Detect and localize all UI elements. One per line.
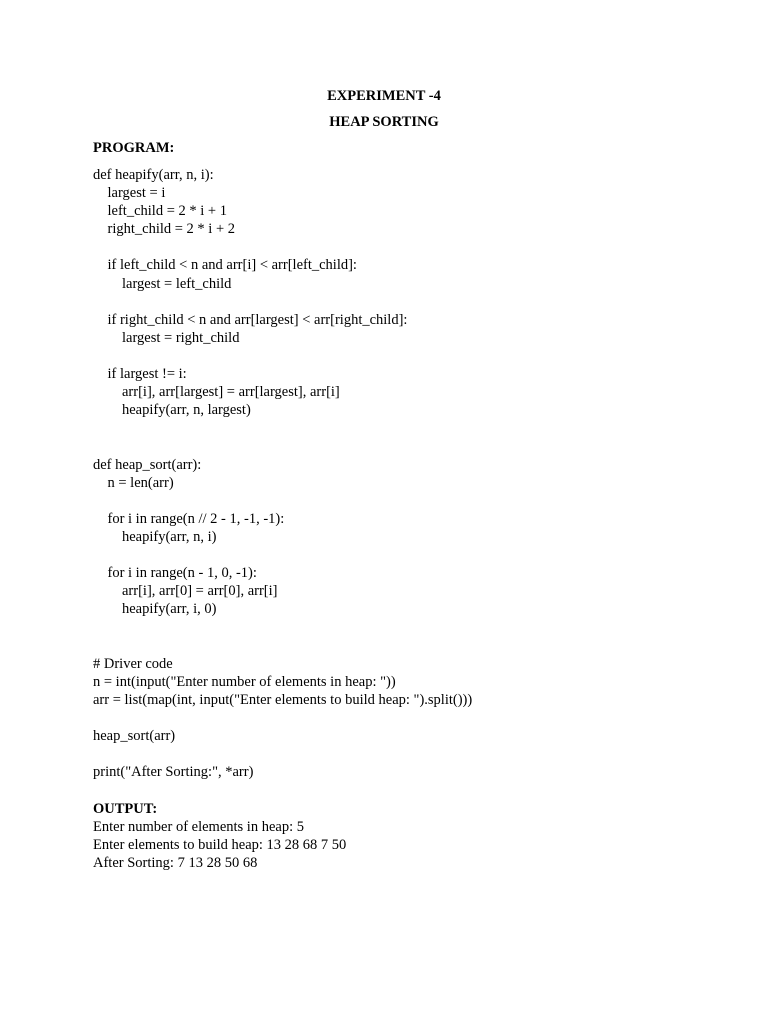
code-line: for i in range(n // 2 - 1, -1, -1):: [93, 510, 285, 527]
code-line: heap_sort(arr): [93, 727, 176, 744]
code-line: arr[i], arr[0] = arr[0], arr[i]: [93, 583, 278, 600]
program-heading: PROGRAM:: [93, 140, 175, 156]
code-line: left_child = 2 * i + 1: [93, 203, 227, 220]
output-heading: OUTPUT:: [93, 801, 158, 817]
code-line: for i in range(n - 1, 0, -1):: [93, 565, 257, 582]
code-line: heapify(arr, i, 0): [93, 601, 217, 618]
code-line: largest = i: [93, 185, 166, 202]
code-line: [93, 293, 472, 311]
code-line: heapify(arr, n, largest): [93, 402, 251, 419]
code-line: [93, 437, 472, 455]
subject-title: HEAP SORTING: [329, 114, 439, 130]
code-line: arr[i], arr[largest] = arr[largest], arr[i]: [93, 384, 340, 401]
code-line: arr = list(map(int, input("Enter elements to build heap: ").split())): [93, 691, 473, 708]
output-line: Enter elements to build heap: 13 28 68 7 50: [93, 837, 347, 853]
code-block: [93, 166, 472, 781]
code-line: def heap_sort(arr):: [93, 456, 202, 473]
output-block: [93, 818, 346, 872]
code-line: [93, 636, 472, 654]
code-line: n = int(input("Enter number of elements in heap: ")): [93, 673, 396, 690]
code-line: [93, 546, 472, 564]
code-line: [93, 618, 472, 636]
code-line: [93, 745, 472, 763]
code-line: largest = right_child: [93, 329, 240, 346]
code-line: heapify(arr, n, i): [93, 528, 217, 545]
code-line: if largest != i:: [93, 366, 187, 383]
code-line: [93, 709, 472, 727]
experiment-title: EXPERIMENT -4: [327, 88, 441, 104]
code-line: [93, 419, 472, 437]
output-line: Enter number of elements in heap: 5: [93, 819, 304, 835]
code-line: print("After Sorting:", *arr): [93, 764, 254, 781]
code-line: if right_child < n and arr[largest] < arr[right_child]:: [93, 311, 408, 328]
code-line: largest = left_child: [93, 275, 232, 292]
code-line: [93, 347, 472, 365]
output-line: After Sorting: 7 13 28 50 68: [93, 855, 258, 871]
code-line: [93, 238, 472, 256]
code-line: def heapify(arr, n, i):: [93, 167, 214, 183]
code-line: n = len(arr): [93, 474, 174, 491]
code-line: right_child = 2 * i + 2: [93, 221, 236, 238]
code-line: [93, 492, 472, 510]
code-line: if left_child < n and arr[i] < arr[left_child]:: [93, 257, 357, 274]
code-line: # Driver code: [93, 655, 173, 672]
